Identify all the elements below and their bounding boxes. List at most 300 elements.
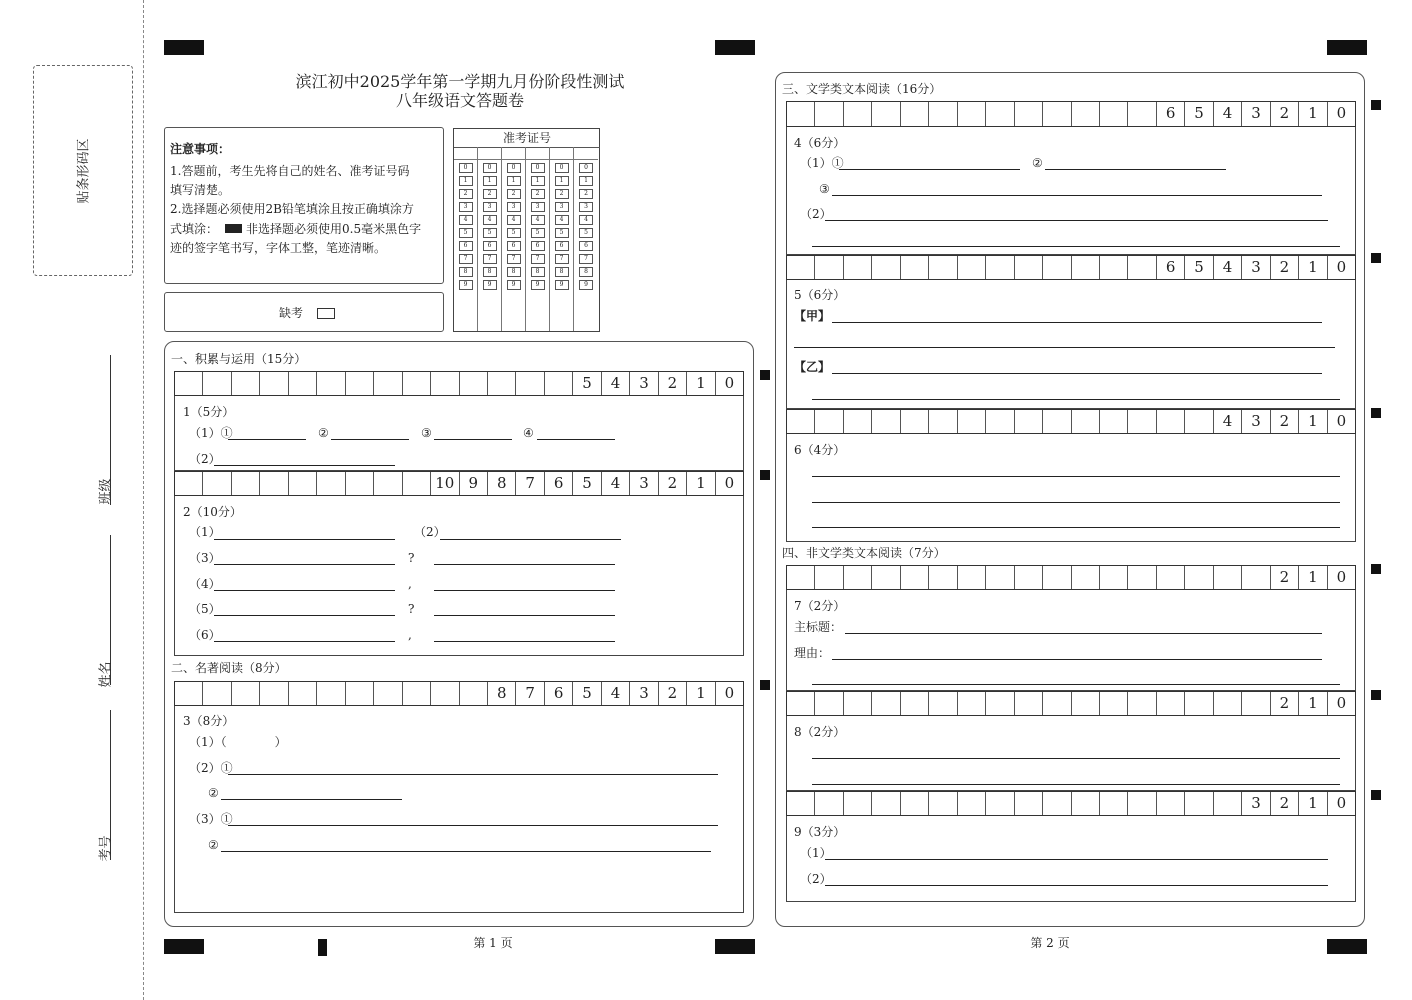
ticket-bubble[interactable]: 0: [507, 163, 521, 173]
ticket-bubble[interactable]: 2: [459, 189, 473, 199]
score-cell[interactable]: [958, 102, 986, 126]
score-cell[interactable]: [1015, 792, 1043, 815]
score-cell[interactable]: [787, 792, 815, 815]
score-cell[interactable]: [260, 472, 288, 495]
score-cell[interactable]: [1100, 410, 1128, 433]
answer-line[interactable]: [845, 633, 1322, 634]
score-cell[interactable]: [986, 792, 1014, 815]
ticket-grid: [454, 147, 598, 331]
score-cell[interactable]: [787, 692, 815, 715]
score-cell[interactable]: [1128, 102, 1156, 126]
score-cell[interactable]: [403, 682, 431, 705]
ticket-write-cell[interactable]: [502, 147, 525, 160]
score-cell[interactable]: 8: [488, 472, 516, 495]
score-cell[interactable]: 0: [1336, 104, 1347, 122]
score-cell[interactable]: [1100, 692, 1128, 715]
score-cell[interactable]: [346, 682, 374, 705]
score-cell[interactable]: 0: [1336, 694, 1347, 712]
answer-line[interactable]: [214, 590, 395, 591]
score-cell[interactable]: 5: [573, 372, 601, 395]
score-cell[interactable]: 4: [602, 682, 630, 705]
score-cell[interactable]: [1157, 792, 1185, 815]
answer-line[interactable]: [434, 590, 615, 591]
side-mark: [1371, 253, 1381, 263]
score-cell[interactable]: [929, 792, 957, 815]
score-cell[interactable]: [232, 372, 260, 395]
score-cell[interactable]: [787, 256, 815, 279]
score-cell[interactable]: [986, 410, 1014, 433]
score-cell[interactable]: 4: [602, 372, 630, 395]
score-cell[interactable]: [1185, 792, 1213, 815]
score-cell[interactable]: 2: [659, 372, 687, 395]
score-cell[interactable]: [1072, 102, 1100, 126]
absent-checkbox[interactable]: [317, 308, 335, 319]
ticket-bubble[interactable]: 5: [459, 228, 473, 238]
score-cell[interactable]: [901, 692, 929, 715]
score-cell[interactable]: [844, 566, 872, 589]
answer-line[interactable]: [832, 195, 1322, 196]
score-cell[interactable]: [1157, 566, 1185, 589]
score-cell[interactable]: [815, 566, 843, 589]
answer-line[interactable]: [832, 659, 1322, 660]
score-cell[interactable]: [1157, 410, 1185, 433]
ticket-bubble[interactable]: 6: [459, 241, 473, 251]
score-cell[interactable]: [1043, 410, 1071, 433]
side-mark: [1371, 564, 1381, 574]
score-cell[interactable]: [289, 472, 317, 495]
score-cell[interactable]: 3: [1242, 102, 1270, 126]
score-cell[interactable]: 1: [1299, 102, 1327, 126]
score-cell[interactable]: [844, 256, 872, 279]
answer-line[interactable]: [440, 539, 621, 540]
score-cell[interactable]: 1: [1299, 692, 1327, 715]
ticket-write-cell[interactable]: [454, 147, 477, 160]
score-cell[interactable]: [929, 256, 957, 279]
score-cell[interactable]: [1015, 692, 1043, 715]
score-cell[interactable]: [1242, 566, 1270, 589]
score-cell[interactable]: [1185, 692, 1213, 715]
score-cell[interactable]: 2: [1271, 566, 1299, 589]
score-cell[interactable]: 2: [1271, 410, 1299, 433]
ticket-bubble[interactable]: 1: [579, 176, 593, 186]
score-cell[interactable]: [1128, 566, 1156, 589]
ticket-bubble[interactable]: 1: [555, 176, 569, 186]
ticket-write-cell[interactable]: [550, 147, 573, 160]
score-cell[interactable]: 6: [1157, 256, 1185, 279]
score-cell[interactable]: [1242, 692, 1270, 715]
score-cell[interactable]: [545, 372, 573, 395]
score-cell[interactable]: [346, 472, 374, 495]
score-cell[interactable]: [1072, 692, 1100, 715]
score-cell[interactable]: [431, 682, 459, 705]
answer-line[interactable]: [434, 615, 615, 616]
score-cell[interactable]: [1100, 566, 1128, 589]
ticket-bubble[interactable]: 0: [555, 163, 569, 173]
score-cell[interactable]: [1043, 102, 1071, 126]
ticket-bubble[interactable]: 4: [531, 215, 545, 225]
score-cell[interactable]: 6: [1157, 102, 1185, 126]
score-cell[interactable]: [958, 692, 986, 715]
ticket-bubble[interactable]: 7: [459, 254, 473, 264]
q-label: ②: [208, 786, 219, 800]
ticket-bubble[interactable]: 8: [483, 267, 497, 277]
score-cell[interactable]: 1: [687, 472, 715, 495]
score-cell[interactable]: [872, 256, 900, 279]
score-cell[interactable]: [1015, 566, 1043, 589]
score-cell[interactable]: [872, 792, 900, 815]
answer-line[interactable]: [812, 246, 1340, 247]
score-cell[interactable]: 2: [1271, 692, 1299, 715]
score-cell[interactable]: 8: [488, 682, 516, 705]
score-cell[interactable]: [1128, 410, 1156, 433]
score-cell[interactable]: [986, 102, 1014, 126]
score-cell[interactable]: [175, 682, 203, 705]
score-cell[interactable]: [1072, 792, 1100, 815]
score-cell[interactable]: [844, 102, 872, 126]
answer-line[interactable]: [221, 851, 711, 852]
answer-line[interactable]: [214, 564, 395, 565]
score-cell[interactable]: 6: [545, 472, 573, 495]
score-cell[interactable]: 0: [1336, 794, 1347, 812]
answer-line[interactable]: [832, 373, 1322, 374]
score-cell[interactable]: [460, 682, 488, 705]
score-cell[interactable]: [1128, 692, 1156, 715]
ticket-bubble[interactable]: 9: [507, 280, 521, 290]
score-cell[interactable]: [901, 566, 929, 589]
score-cell[interactable]: [787, 102, 815, 126]
ticket-bubble[interactable]: 8: [555, 267, 569, 277]
score-cell[interactable]: [317, 472, 345, 495]
score-cell[interactable]: [986, 566, 1014, 589]
score-cell[interactable]: 2: [659, 472, 687, 495]
ticket-bubble[interactable]: 2: [507, 189, 521, 199]
score-cell[interactable]: [516, 372, 544, 395]
score-cell[interactable]: [1100, 792, 1128, 815]
score-cell[interactable]: 4: [1214, 410, 1242, 433]
score-cell[interactable]: [1072, 410, 1100, 433]
ticket-bubble[interactable]: 6: [579, 241, 593, 251]
ticket-bubble[interactable]: 6: [531, 241, 545, 251]
ticket-bubble[interactable]: 9: [579, 280, 593, 290]
ticket-bubble[interactable]: 2: [555, 189, 569, 199]
answer-line[interactable]: [832, 322, 1322, 323]
answer-line[interactable]: [812, 527, 1340, 528]
ticket-bubble[interactable]: 1: [507, 176, 521, 186]
score-cell[interactable]: 5: [1185, 102, 1213, 126]
q-label: 【甲】: [794, 309, 831, 323]
score-cell[interactable]: [958, 410, 986, 433]
score-cell[interactable]: [1100, 102, 1128, 126]
ticket-bubble[interactable]: 8: [507, 267, 521, 277]
ticket-bubble[interactable]: 4: [459, 215, 473, 225]
answer-line[interactable]: [214, 465, 395, 466]
score-cell[interactable]: [901, 792, 929, 815]
answer-line[interactable]: [812, 758, 1340, 759]
ticket-bubble[interactable]: 4: [507, 215, 521, 225]
score-cell[interactable]: 1: [1299, 256, 1327, 279]
answer-line[interactable]: [825, 859, 1328, 860]
score-cell[interactable]: 0: [1336, 412, 1347, 430]
ticket-bubble[interactable]: 7: [483, 254, 497, 264]
ticket-bubble[interactable]: 0: [531, 163, 545, 173]
score-cell[interactable]: [203, 682, 231, 705]
answer-line[interactable]: [214, 641, 395, 642]
score-cell[interactable]: 5: [573, 682, 601, 705]
score-cell[interactable]: [1043, 792, 1071, 815]
score-cell[interactable]: 0: [724, 374, 735, 392]
ticket-bubble[interactable]: 5: [507, 228, 521, 238]
score-cell[interactable]: [374, 472, 402, 495]
score-cell[interactable]: [958, 256, 986, 279]
q-mark: ,: [408, 628, 412, 642]
score-cell[interactable]: [260, 372, 288, 395]
answer-line[interactable]: [434, 641, 615, 642]
ticket-bubble[interactable]: 4: [483, 215, 497, 225]
ticket-bubble[interactable]: 3: [555, 202, 569, 212]
score-cell[interactable]: [929, 410, 957, 433]
score-cell[interactable]: [986, 692, 1014, 715]
score-cell[interactable]: 5: [573, 472, 601, 495]
ticket-bubble[interactable]: 8: [579, 267, 593, 277]
ticket-bubble[interactable]: 7: [579, 254, 593, 264]
q-head: 7（2分）: [794, 599, 846, 613]
score-cell[interactable]: [929, 566, 957, 589]
score-cell[interactable]: [175, 372, 203, 395]
score-cell[interactable]: [901, 102, 929, 126]
ticket-bubble[interactable]: 6: [555, 241, 569, 251]
score-cell[interactable]: [460, 372, 488, 395]
answer-line[interactable]: [812, 476, 1340, 477]
score-cell[interactable]: [958, 566, 986, 589]
ticket-bubble[interactable]: 7: [555, 254, 569, 264]
score-cell[interactable]: [844, 792, 872, 815]
score-cell[interactable]: [374, 372, 402, 395]
score-cell[interactable]: [872, 692, 900, 715]
ticket-bubble[interactable]: 9: [483, 280, 497, 290]
score-cell[interactable]: 3: [630, 472, 658, 495]
score-cell[interactable]: [1043, 692, 1071, 715]
score-cell[interactable]: 7: [516, 682, 544, 705]
answer-line[interactable]: [825, 885, 1328, 886]
ticket-bubble[interactable]: 5: [579, 228, 593, 238]
score-cell[interactable]: [203, 372, 231, 395]
ticket-bubble[interactable]: 0: [579, 163, 593, 173]
score-cell[interactable]: 4: [602, 472, 630, 495]
score-cell[interactable]: [1214, 566, 1242, 589]
score-cell[interactable]: 1: [687, 372, 715, 395]
ticket-write-cell[interactable]: [526, 147, 549, 160]
score-cell[interactable]: [1015, 410, 1043, 433]
score-cell[interactable]: [403, 472, 431, 495]
score-cell[interactable]: [1128, 256, 1156, 279]
ticket-bubble[interactable]: 3: [459, 202, 473, 212]
ticket-bubble[interactable]: 3: [507, 202, 521, 212]
answer-line[interactable]: [221, 799, 402, 800]
score-cell[interactable]: [929, 692, 957, 715]
score-cell[interactable]: [1128, 792, 1156, 815]
answer-line[interactable]: [812, 684, 1340, 685]
score-cell[interactable]: [787, 566, 815, 589]
ticket-bubble[interactable]: 1: [531, 176, 545, 186]
score-cell[interactable]: 1: [687, 682, 715, 705]
answer-line[interactable]: [228, 825, 718, 826]
answer-line[interactable]: [794, 347, 1335, 348]
ticket-bubble[interactable]: 1: [459, 176, 473, 186]
score-cell[interactable]: [317, 372, 345, 395]
score-cell[interactable]: [232, 472, 260, 495]
ticket-bubble[interactable]: 3: [531, 202, 545, 212]
score-cell[interactable]: [1072, 256, 1100, 279]
score-cell[interactable]: [872, 566, 900, 589]
q-head: 1（5分）: [183, 405, 235, 419]
score-cell[interactable]: 4: [1214, 256, 1242, 279]
answer-line[interactable]: [812, 399, 1340, 400]
score-cell[interactable]: [1157, 692, 1185, 715]
answer-line[interactable]: [331, 439, 409, 440]
score-cell[interactable]: 0: [724, 684, 735, 702]
ticket-column: [502, 147, 526, 331]
score-cell[interactable]: [346, 372, 374, 395]
answer-line[interactable]: [812, 502, 1340, 503]
score-cell[interactable]: 5: [1185, 256, 1213, 279]
ticket-column: [574, 147, 598, 331]
answer-line[interactable]: [228, 439, 306, 440]
section-title: 一、积累与运用（15分）: [171, 352, 307, 366]
ticket-bubble[interactable]: 2: [483, 189, 497, 199]
score-cell[interactable]: 0: [1336, 568, 1347, 586]
notice-line: 迹的签字笔书写，字体工整，笔迹清晰。: [170, 241, 387, 255]
score-cell[interactable]: [958, 792, 986, 815]
score-cell[interactable]: 0: [1336, 258, 1347, 276]
answer-line[interactable]: [825, 220, 1328, 221]
score-cell[interactable]: 2: [1271, 102, 1299, 126]
answer-line[interactable]: [214, 539, 395, 540]
score-cell[interactable]: [815, 792, 843, 815]
ticket-bubble[interactable]: 0: [459, 163, 473, 173]
answer-line[interactable]: [214, 615, 395, 616]
ticket-bubble[interactable]: 2: [531, 189, 545, 199]
score-cell[interactable]: [815, 692, 843, 715]
ticket-bubble[interactable]: 9: [555, 280, 569, 290]
answer-line[interactable]: [1045, 169, 1226, 170]
answer-line[interactable]: [812, 784, 1340, 785]
score-cell[interactable]: [203, 472, 231, 495]
score-cell[interactable]: [872, 102, 900, 126]
score-cell[interactable]: 4: [1214, 102, 1242, 126]
ticket-write-cell[interactable]: [574, 147, 598, 160]
score-cell[interactable]: [175, 472, 203, 495]
score-cell[interactable]: [1214, 692, 1242, 715]
score-cell[interactable]: [872, 410, 900, 433]
score-cell[interactable]: 2: [1271, 256, 1299, 279]
score-cell[interactable]: 3: [630, 372, 658, 395]
ticket-bubble[interactable]: 2: [579, 189, 593, 199]
q-head: 8（2分）: [794, 725, 846, 739]
score-cell[interactable]: [289, 372, 317, 395]
score-cell[interactable]: 10: [431, 472, 459, 495]
ticket-bubble[interactable]: 3: [579, 202, 593, 212]
score-cell[interactable]: [1185, 566, 1213, 589]
ticket-bubble[interactable]: 7: [531, 254, 545, 264]
ticket-bubble[interactable]: 5: [483, 228, 497, 238]
answer-line[interactable]: [434, 564, 615, 565]
score-cell[interactable]: [289, 682, 317, 705]
score-cell[interactable]: [901, 256, 929, 279]
score-cell[interactable]: 1: [1299, 566, 1327, 589]
ticket-bubble[interactable]: 3: [483, 202, 497, 212]
score-cell[interactable]: [403, 372, 431, 395]
score-cell[interactable]: [901, 410, 929, 433]
score-cell[interactable]: [1043, 256, 1071, 279]
q-label: ③: [421, 426, 432, 440]
score-cell[interactable]: 1: [1299, 792, 1327, 815]
score-cell[interactable]: 1: [1299, 410, 1327, 433]
score-cell[interactable]: [844, 692, 872, 715]
score-cell[interactable]: [431, 372, 459, 395]
ticket-bubble[interactable]: 0: [483, 163, 497, 173]
score-cell[interactable]: [1015, 102, 1043, 126]
score-cell[interactable]: 3: [1242, 410, 1270, 433]
ticket-bubble[interactable]: 7: [507, 254, 521, 264]
score-cell[interactable]: 6: [545, 682, 573, 705]
score-cell[interactable]: 9: [460, 472, 488, 495]
answer-line[interactable]: [434, 439, 512, 440]
score-cell[interactable]: [488, 372, 516, 395]
score-cell[interactable]: [844, 410, 872, 433]
score-cell[interactable]: [260, 682, 288, 705]
score-cell[interactable]: [815, 410, 843, 433]
ticket-bubble[interactable]: 8: [531, 267, 545, 277]
ticket-bubble[interactable]: 5: [531, 228, 545, 238]
ticket-write-cell[interactable]: [478, 147, 501, 160]
score-cell[interactable]: [317, 682, 345, 705]
score-cell[interactable]: 3: [1242, 792, 1270, 815]
score-cell[interactable]: [929, 102, 957, 126]
ticket-bubble[interactable]: 4: [555, 215, 569, 225]
ticket-bubble[interactable]: 9: [531, 280, 545, 290]
ticket-bubble[interactable]: 6: [483, 241, 497, 251]
score-cell[interactable]: [986, 256, 1014, 279]
score-cell[interactable]: 0: [724, 474, 735, 492]
ticket-bubble[interactable]: 9: [459, 280, 473, 290]
ticket-bubble[interactable]: 4: [579, 215, 593, 225]
ticket-bubble[interactable]: 6: [507, 241, 521, 251]
score-cell[interactable]: [787, 410, 815, 433]
score-cell[interactable]: 2: [659, 682, 687, 705]
score-cell[interactable]: 2: [1271, 792, 1299, 815]
score-cell[interactable]: 3: [1242, 256, 1270, 279]
score-cell[interactable]: [1015, 256, 1043, 279]
score-cell[interactable]: [1185, 410, 1213, 433]
answer-line[interactable]: [839, 169, 1020, 170]
ticket-bubble[interactable]: 1: [483, 176, 497, 186]
score-cell[interactable]: [1072, 566, 1100, 589]
score-cell[interactable]: 7: [516, 472, 544, 495]
answer-line[interactable]: [228, 774, 718, 775]
ticket-bubble[interactable]: 8: [459, 267, 473, 277]
score-cell[interactable]: [1043, 566, 1071, 589]
score-cell[interactable]: [1100, 256, 1128, 279]
ticket-bubble[interactable]: 5: [555, 228, 569, 238]
score-cell[interactable]: [1214, 792, 1242, 815]
side-mark: [1371, 790, 1381, 800]
score-cell[interactable]: [232, 682, 260, 705]
score-cell[interactable]: [374, 682, 402, 705]
answer-line[interactable]: [537, 439, 615, 440]
score-cell[interactable]: [815, 102, 843, 126]
score-cell[interactable]: [815, 256, 843, 279]
score-cell[interactable]: 3: [630, 682, 658, 705]
